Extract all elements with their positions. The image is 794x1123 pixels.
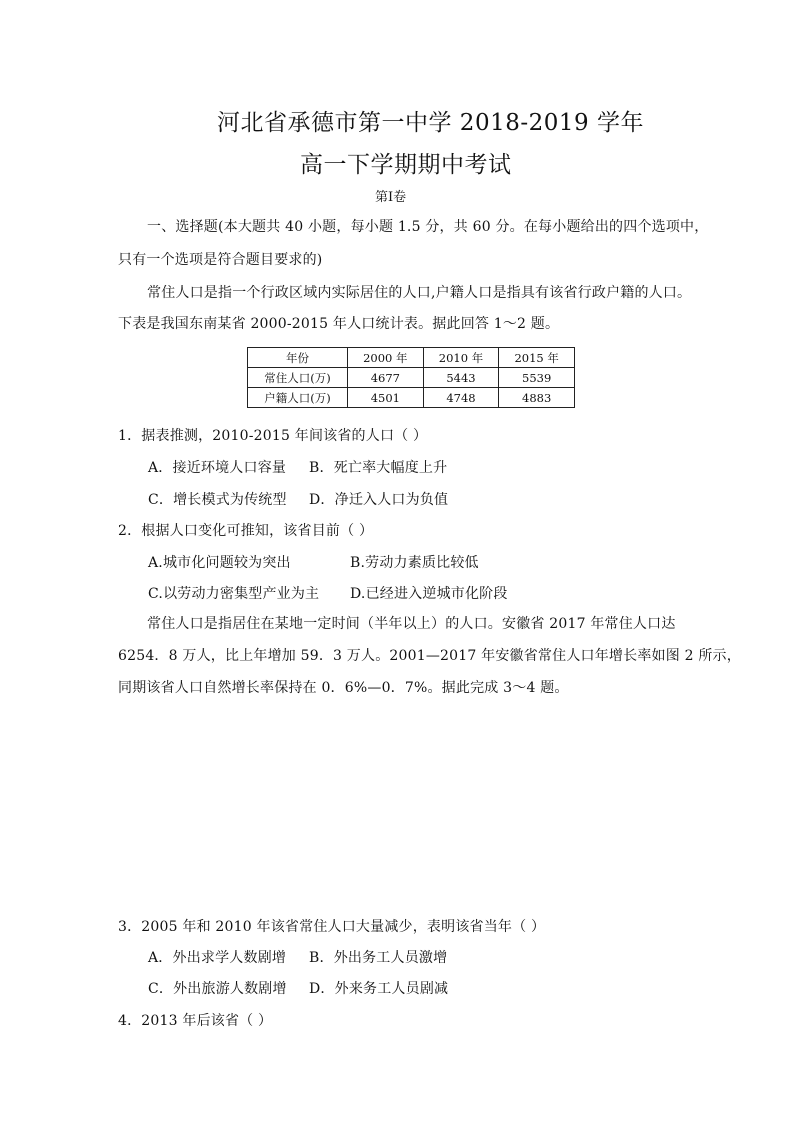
passage1-line2: 下表是我国东南某省 2000-2015 年人口统计表。据此回答 1～2 题。 (118, 316, 560, 332)
question-3-option-c: C．外出旅游人数剧增 (148, 981, 287, 997)
question-3-option-a: A．外出求学人数剧增 (148, 950, 287, 966)
table-header-row (248, 348, 575, 368)
passage2-line3: 同期该省人口自然增长率保持在 0．6%—0．7%。据此完成 3～4 题。 (118, 680, 569, 696)
question-2-option-d: D.已经进入逆城市化阶段 (350, 586, 508, 602)
table-cell: 4677 (348, 368, 424, 388)
table-header-cell: 年份 (248, 348, 348, 368)
question-1-option-b: B．死亡率大幅度上升 (309, 460, 448, 476)
table-cell: 4883 (499, 388, 575, 408)
passage2-line1: 常住人口是指居住在某地一定时间（半年以上）的人口。安徽省 2017 年常住人口达 (147, 616, 676, 632)
table-header-cell: 2010 年 (423, 348, 499, 368)
intro-line2: 只有一个选项是符合题目要求的) (118, 252, 323, 268)
question-1-stem: 1．据表推测，2010-2015 年间该省的人口（ ） (118, 428, 428, 444)
volume-label: 第Ⅰ卷 (375, 190, 407, 205)
passage1-line1: 常住人口是指一个行政区域内实际居住的人口,户籍人口是指具有该省行政户籍的人口。 (147, 285, 692, 301)
table-row (248, 388, 575, 408)
table-cell: 4748 (423, 388, 499, 408)
table-cell: 4501 (348, 388, 424, 408)
table-cell: 5539 (499, 368, 575, 388)
question-4-stem: 4．2013 年后该省（ ） (118, 1013, 273, 1029)
table-cell: 5443 (423, 368, 499, 388)
question-3-option-d: D．外来务工人员剧减 (309, 981, 449, 997)
table-cell: 户籍人口(万) (248, 388, 348, 408)
question-2-option-c: C.以劳动力密集型产业为主 (148, 586, 320, 602)
question-1-option-d: D．净迁入人口为负值 (309, 492, 449, 508)
question-1-option-c: C．增长模式为传统型 (148, 492, 287, 508)
page-title-line2: 高一下学期期中考试 (300, 152, 512, 178)
intro-line1: 一、选择题(本大题共 40 小题，每小题 1.5 分，共 60 分。在每小题给出的四个选项中， (147, 219, 709, 235)
page-title-line1: 河北省承德市第一中学 2018-2019 学年 (217, 110, 644, 136)
question-3-option-b: B．外出务工人员激增 (309, 950, 448, 966)
table-cell: 常住人口(万) (248, 368, 348, 388)
table-header-cell: 2015 年 (499, 348, 575, 368)
table-row (248, 368, 575, 388)
question-2-option-a: A.城市化问题较为突出 (148, 555, 291, 571)
question-2-stem: 2．根据人口变化可推知，该省目前（ ） (118, 523, 374, 539)
population-table (247, 347, 575, 408)
table-header-cell: 2000 年 (348, 348, 424, 368)
question-1-option-a: A．接近环境人口容量 (148, 460, 287, 476)
question-3-stem: 3．2005 年和 2010 年该省常住人口大量减少，表明该省当年（ ） (118, 919, 546, 935)
passage2-line2: 6254．8 万人，比上年增加 59．3 万人。2001—2017 年安徽省常住人口年增长率如图 2 所示， (118, 648, 741, 664)
question-2-option-b: B.劳动力素质比较低 (350, 555, 479, 571)
